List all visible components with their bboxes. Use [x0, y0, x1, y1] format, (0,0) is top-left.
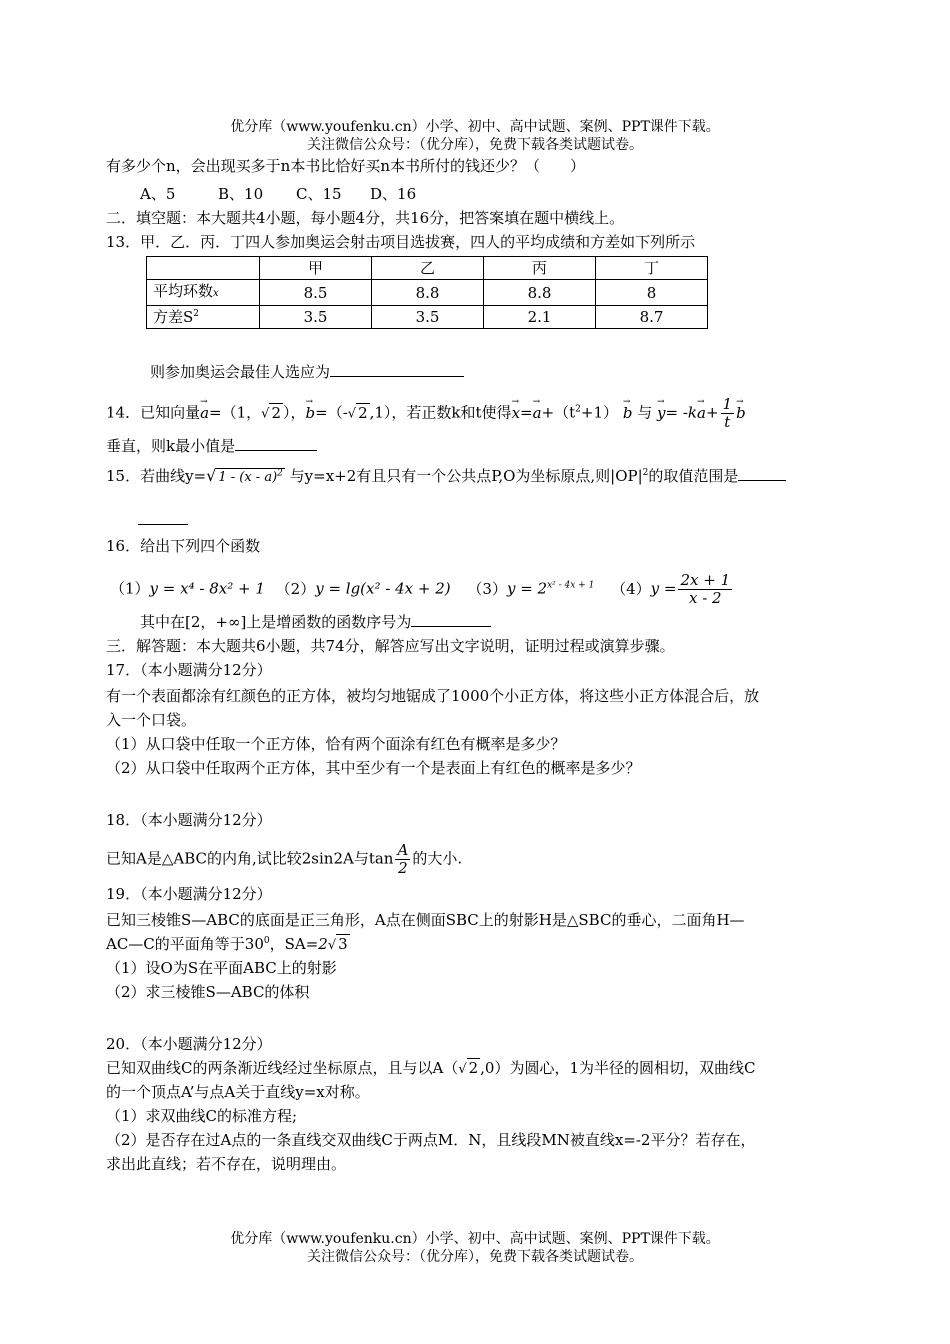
- q16-title: 16．给出下列四个函数: [106, 537, 261, 555]
- text: 14．已知向量: [106, 403, 201, 422]
- table-row-label: [147, 280, 260, 306]
- fraction-a-over-2: [395, 842, 410, 877]
- fraction-function-4: [678, 572, 732, 607]
- label: （4）: [611, 579, 651, 598]
- superscript: 2: [193, 309, 200, 319]
- text: ,0）为圆心，1为半径的圆相切，双曲线C: [480, 1059, 756, 1077]
- footer-line-2: 关注微信公众号：（优分库），免费下载各类试题试卷。: [307, 1249, 643, 1265]
- q13-text: 13．甲．乙．丙．丁四人参加奥运会射击项目选拔赛，四人的平均成绩和方差如下列所示: [106, 233, 696, 251]
- text: ），: [283, 403, 306, 422]
- table-row-label: [147, 306, 260, 329]
- superscript: 2: [642, 468, 649, 478]
- q18-text: [106, 842, 462, 877]
- numerator: 1: [722, 395, 733, 413]
- answer-blank: [738, 464, 786, 481]
- denominator: t: [724, 413, 731, 431]
- q12-option-d: D、16: [370, 185, 417, 203]
- table-cell: 8.8: [484, 280, 596, 306]
- row-label-text: 方差S: [153, 308, 194, 326]
- section-2-title: 二．填空题：本大题共4小题，每小题4分，共16分，把答案填在题中横线上。: [106, 209, 625, 227]
- table-cell: 2.1: [484, 306, 596, 329]
- text: 垂直，则k最小值是: [106, 437, 236, 455]
- sqrt-2: 2: [468, 1059, 479, 1077]
- answer-blank: [330, 360, 464, 377]
- vector-b: → b: [736, 401, 746, 425]
- q17-line-2: 入一个口袋。: [106, 711, 197, 729]
- vector-a: → a: [200, 401, 209, 425]
- numerator: A: [397, 841, 409, 859]
- table-row: [147, 280, 708, 306]
- q17-line-3: （1）从口袋中任取一个正方体，恰有两个面涂有红色有概率是多少？: [106, 735, 566, 753]
- coefficient: 2: [318, 935, 328, 953]
- function-3: y = 2: [506, 579, 548, 598]
- numerator: 2x + 1: [680, 571, 731, 589]
- q14-line-2: [106, 434, 317, 458]
- q17-title: 17．（本小题满分12分）: [106, 661, 272, 679]
- q19-line-2: AC—C的平面角等于$30^0$，SA=2√ 3: [106, 935, 348, 953]
- table-header-row: [147, 257, 708, 280]
- text: =（-: [315, 403, 348, 422]
- superscript: 2: [277, 468, 283, 479]
- function-2: y = lg(x² - 4x + 2): [315, 579, 451, 598]
- text: 与y=x+2有且只有一个公共点P,O为坐标原点,则|OP|: [289, 467, 643, 485]
- table-cell: 8.5: [260, 280, 372, 306]
- table-header-yi: 乙: [372, 257, 484, 280]
- q19-line-1: 已知三棱锥S—ABC的底面是正三角形，A点在侧面SBC上的射影H是△SBC的垂心，二面角H—: [106, 911, 745, 929]
- q14-line-1: 14．已知向量→ a=（1，√ 2 ），→ b=（-√ 2 ,1），若正数k和t使得→ $x=\to a+(t^2+1) \to b$ 与 → y= -k→ a+ $\frac{1}{t}$ → b: [106, 396, 746, 431]
- table-cell: 8.8: [372, 280, 484, 306]
- text: 其中在[2，+∞]上是增函数的函数序号为: [140, 613, 412, 631]
- q17-line-1: 有一个表面都涂有红颜色的正方体，被均匀地锯成了1000个小正方体，将这些小正方体混合后，放: [106, 687, 760, 705]
- text: 与: [637, 403, 653, 422]
- text: = -k: [665, 403, 697, 422]
- text: ,1），若正数k和t使得: [369, 403, 512, 422]
- answer-blank: [411, 610, 491, 627]
- table-row: [147, 306, 708, 329]
- text: ，SA=: [269, 935, 319, 953]
- table-cell: 8: [596, 280, 708, 306]
- function-1: y = x⁴ - 8x² + 1: [149, 579, 265, 598]
- text: =（1，: [209, 403, 262, 422]
- q12-text: 有多少个n，会出现买多于n本书比恰好买n本书所付的钱还少？（ ）: [106, 157, 585, 175]
- superscript: 2: [575, 404, 581, 415]
- text: =: [520, 403, 533, 422]
- section-3-title: 三．解答题：本大题共6小题，共74分，解答应写出文字说明，证明过程或演算步骤。: [106, 637, 675, 655]
- q16-functions: [110, 572, 734, 607]
- q18-title: 18．（本小题满分12分）: [106, 811, 272, 829]
- text: 已知A是△ABC的内角,试比较2sin2A与tan: [106, 849, 394, 868]
- exponent: x² - 4x + 1: [547, 580, 595, 591]
- header-line-2: 关注微信公众号：（优分库），免费下载各类试题试卷。: [307, 137, 643, 153]
- label: （2）: [275, 579, 316, 598]
- answer-blank: [235, 434, 317, 451]
- table-cell: 8.7: [596, 306, 708, 329]
- q19-line-4: （2）求三棱锥S—ABC的体积: [106, 983, 310, 1001]
- text: +（t: [541, 403, 576, 422]
- footer-line-1: 优分库（www.youfenku.cn）小学、初中、高中试题、案例、PPT课件下载。: [230, 1231, 720, 1247]
- sqrt-expression: [216, 468, 285, 487]
- label: （3）: [467, 579, 507, 598]
- sqrt-content: 1 - (x - a): [218, 470, 278, 485]
- q12-option-b: B、10: [218, 185, 264, 203]
- q20-line-5: 求出此直线；若不存在，说明理由。: [106, 1155, 347, 1173]
- q13-table: [146, 256, 708, 329]
- x-bar-symbol: x: [213, 288, 219, 299]
- table-header-jia: 甲: [260, 257, 372, 280]
- header-line-1: 优分库（www.youfenku.cn）小学、初中、高中试题、案例、PPT课件下载。: [230, 119, 720, 135]
- q20-line-3: （1）求双曲线C的标准方程;: [106, 1107, 298, 1125]
- q19-line-3: （1）设O为S在平面ABC上的射影: [106, 959, 337, 977]
- q12-option-a: A、5: [140, 185, 176, 203]
- q20-line-4: （2）是否存在过A点的一条直线交双曲线C于两点M．N，且线段MN被直线x=-2平分？若存在，: [106, 1131, 756, 1149]
- q20-line-2: 的一个顶点A’与点A关于直线y=x对称。: [106, 1083, 370, 1101]
- table-cell: 3.5: [372, 306, 484, 329]
- denominator: x - 2: [688, 589, 722, 607]
- label: （1）: [110, 579, 150, 598]
- q20-line-1: 已知双曲线C的两条渐近线经过坐标原点，且与以A（√ 2 ,0）为圆心，1为半径的圆相切，双曲线C: [106, 1059, 756, 1077]
- vector-x: → x: [512, 401, 520, 425]
- table-header-bing: 丙: [484, 257, 596, 280]
- sqrt-2: 2: [358, 403, 368, 422]
- q20-title: 20．（本小题满分12分）: [106, 1035, 272, 1053]
- answer-blank: [138, 508, 188, 525]
- function-4: y =: [650, 579, 677, 598]
- q13-after-text: 则参加奥运会最佳人选应为: [150, 363, 331, 381]
- q15-line-2: [138, 508, 188, 532]
- vector-a: → a: [697, 401, 706, 425]
- q19-title: 19．（本小题满分12分）: [106, 885, 272, 903]
- text: 的取值范围是: [648, 467, 739, 485]
- q15-line-1: 15．若曲线y=√ 1 - (x - a)$^2$ 与y=x+2有且只有一个公共点P,O为坐标原点,则$|OP|^2$的取值范围是: [106, 464, 786, 488]
- vector-y: → y: [657, 401, 665, 425]
- text: AC—C的平面角等于30: [106, 935, 264, 953]
- table-cell: 3.5: [260, 306, 372, 329]
- q12-option-c: C、15: [296, 185, 342, 203]
- fraction-1-over-t: [721, 396, 735, 431]
- table-header-ding: 丁: [596, 257, 708, 280]
- text: +1）: [580, 403, 619, 422]
- vector-a: → a: [533, 401, 542, 425]
- denominator: 2: [398, 859, 408, 877]
- q17-line-4: （2）从口袋中任取两个正方体，其中至少有一个是表面上有红色的概率是多少？: [106, 759, 641, 777]
- table-cell: [147, 257, 260, 280]
- vector-b: → b: [306, 401, 316, 425]
- text: +: [705, 403, 719, 422]
- sqrt-3: 3: [338, 935, 348, 953]
- superscript: 0: [263, 936, 270, 946]
- q13-after: [150, 360, 464, 384]
- text: 的大小.: [412, 849, 463, 868]
- text: 已知双曲线C的两条渐近线经过坐标原点，且与以A（: [106, 1059, 459, 1077]
- q16-after: [140, 610, 491, 634]
- text: 15．若曲线y=: [106, 467, 207, 485]
- row-label-text: 平均环数: [153, 282, 214, 300]
- vector-b: → b: [623, 401, 633, 425]
- sqrt-2: 2: [271, 403, 282, 422]
